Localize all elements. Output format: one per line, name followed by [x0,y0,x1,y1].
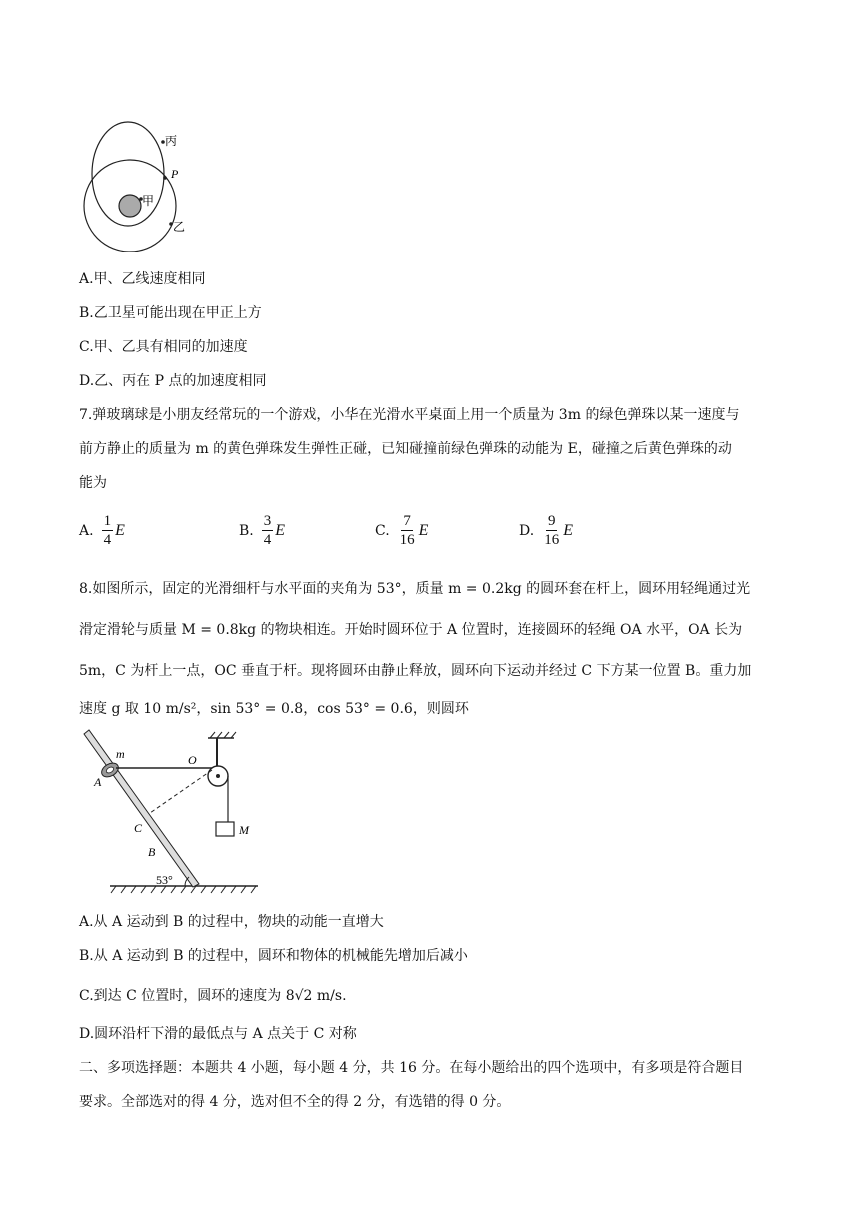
label-yi: 乙 [173,220,186,234]
q6-option-b: B.乙卫星可能出现在甲正上方 [79,305,262,321]
q8-option-b: B.从 A 运动到 B 的过程中，圆环和物体的机械能先增加后减小 [79,948,468,964]
q8-option-d: D.圆环沿杆下滑的最低点与 A 点关于 C 对称 [79,1026,357,1042]
q8-stem-line2: 滑定滑轮与质量 M = 0.8kg 的物块相连。开始时圆环位于 A 位置时，连接圆环的轻绳 OA 水平，OA 长为 [79,622,743,638]
ceiling-hatch [210,732,236,738]
rod-pulley-figure [82,728,262,896]
label-p: P [171,167,179,181]
label-a: A [94,775,102,789]
line-oc [150,770,212,813]
label-big-m: M [239,823,249,837]
section2-line2: 要求。全部选对的得 4 分，选对但不全的得 2 分，有选错的得 0 分。 [79,1094,511,1110]
section2-line1: 二、多项选择题：本题共 4 小题，每小题 4 分，共 16 分。在每小题给出的四个选项中，有多项是符合题目 [79,1060,744,1076]
rod [84,730,199,887]
q7-stem-line2: 前方静止的质量为 m 的黄色弹珠发生弹性正碰，已知碰撞前绿色弹珠的动能为 E，碰撞之后黄色弹珠的动 [79,441,732,457]
block-m [216,822,234,836]
label-angle: 53° [156,873,173,887]
q8-stem-line4: 速度 g 取 10 m/s²，sin 53° = 0.8，cos 53° = 0.6，则圆环 [79,701,469,717]
label-bing: 丙 [165,134,178,148]
q8-option-c: C.到达 C 位置时，圆环的速度为 8√2 m/s. [79,988,347,1004]
label-m: m [116,747,125,761]
orbit-figure [78,112,198,252]
label-jia: 甲 [142,194,155,208]
label-b: B [148,845,156,859]
pulley-hub [216,774,220,778]
q7-option-c: C. $\frac{7}{16}$ E [375,513,429,548]
q7-stem-line1: 7.弹玻璃球是小朋友经常玩的一个游戏，小华在光滑水平桌面上用一个质量为 3m 的绿色弹珠以某一速度与 [79,407,740,423]
q6-option-d: D.乙、丙在 P 点的加速度相同 [79,373,267,389]
q7-option-d: D. $\frac{9}{16}$ E [519,513,573,548]
q6-option-c: C.甲、乙具有相同的加速度 [79,339,248,355]
label-c: C [134,821,143,835]
q7-stem-line3: 能为 [79,475,107,491]
planet [119,195,141,217]
q8-stem-line1: 8.如图所示，固定的光滑细杆与水平面的夹角为 53°，质量 m = 0.2kg 的圆环套在杆上，圆环用轻绳通过光 [79,581,751,597]
label-o: O [188,753,197,767]
point-p [163,176,167,180]
ground-hatch [111,886,256,893]
q6-option-a: A.甲、乙线速度相同 [79,271,206,287]
q8-stem-line3: 5m，C 为杆上一点，OC 垂直于杆。现将圆环由静止释放，圆环向下运动并经过 C 下方某一位置 B。重力加 [79,663,752,679]
q7-option-a: A. $\frac{1}{4}$ E [79,513,125,548]
q7-option-b: B. $\frac{3}{4}$ E [239,513,286,548]
q8-option-a: A.从 A 运动到 B 的过程中，物块的动能一直增大 [79,914,384,930]
